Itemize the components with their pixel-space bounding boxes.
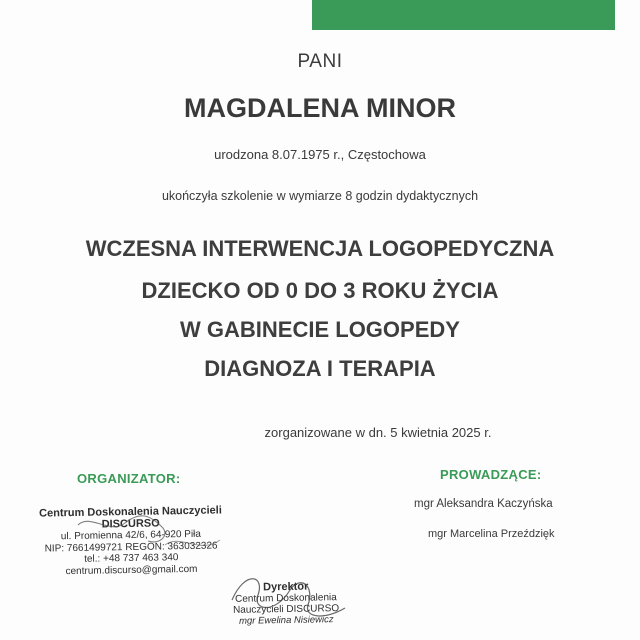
course-title-line-2: DZIECKO OD 0 DO 3 ROKU ŻYCIA bbox=[141, 278, 499, 303]
director-name: mgr Ewelina Nisiewicz bbox=[238, 614, 334, 627]
completion-text: ukończyła szkolenie w wymiarze 8 godzin dydaktycznych bbox=[161, 189, 479, 203]
stamp-line-3: ul. Promienna 42/6, 64-920 Piła bbox=[60, 528, 202, 543]
organizer-label: ORGANIZATOR: bbox=[77, 471, 181, 486]
stamp-line-6: centrum.discurso@gmail.com bbox=[65, 563, 198, 577]
director-title: Dyrektor bbox=[262, 580, 309, 594]
recipient-name: MAGDALENA MINOR bbox=[184, 93, 456, 123]
leader-name-2: mgr Marcelina Przeździęk bbox=[428, 528, 555, 540]
director-org-line-1: Centrum Doskonalenia bbox=[234, 592, 337, 605]
stamp-line-4: NIP: 7661499721 REGON: 363032326 bbox=[44, 539, 218, 555]
green-header-band bbox=[312, 0, 615, 30]
director-org-line-2: Nauczycieli DISCURSO bbox=[232, 603, 340, 616]
birth-info: urodzona 8.07.1975 r., Częstochowa bbox=[214, 147, 426, 162]
stamp-line-1: Centrum Doskonalenia Nauczycieli bbox=[39, 504, 222, 520]
organizer-stamp bbox=[25, 505, 236, 578]
stamp-line-2: DISCURSO bbox=[101, 516, 160, 531]
director-stamp bbox=[216, 581, 357, 627]
salutation: PANI bbox=[297, 51, 343, 72]
stamp-line-5: tel.: +48 737 463 340 bbox=[84, 552, 179, 565]
organized-date: zorganizowane w dn. 5 kwietnia 2025 r. bbox=[264, 425, 492, 440]
leader-name-1: mgr Aleksandra Kaczyńska bbox=[414, 498, 553, 510]
course-title-line-3: W GABINECIE LOGOPEDY bbox=[180, 317, 460, 342]
course-title-line-1: WCZESNA INTERWENCJA LOGOPEDYCZNA bbox=[85, 236, 555, 261]
course-title-line-4: DIAGNOZA I TERAPIA bbox=[204, 356, 436, 381]
leaders-label: PROWADZĄCE: bbox=[440, 467, 542, 482]
